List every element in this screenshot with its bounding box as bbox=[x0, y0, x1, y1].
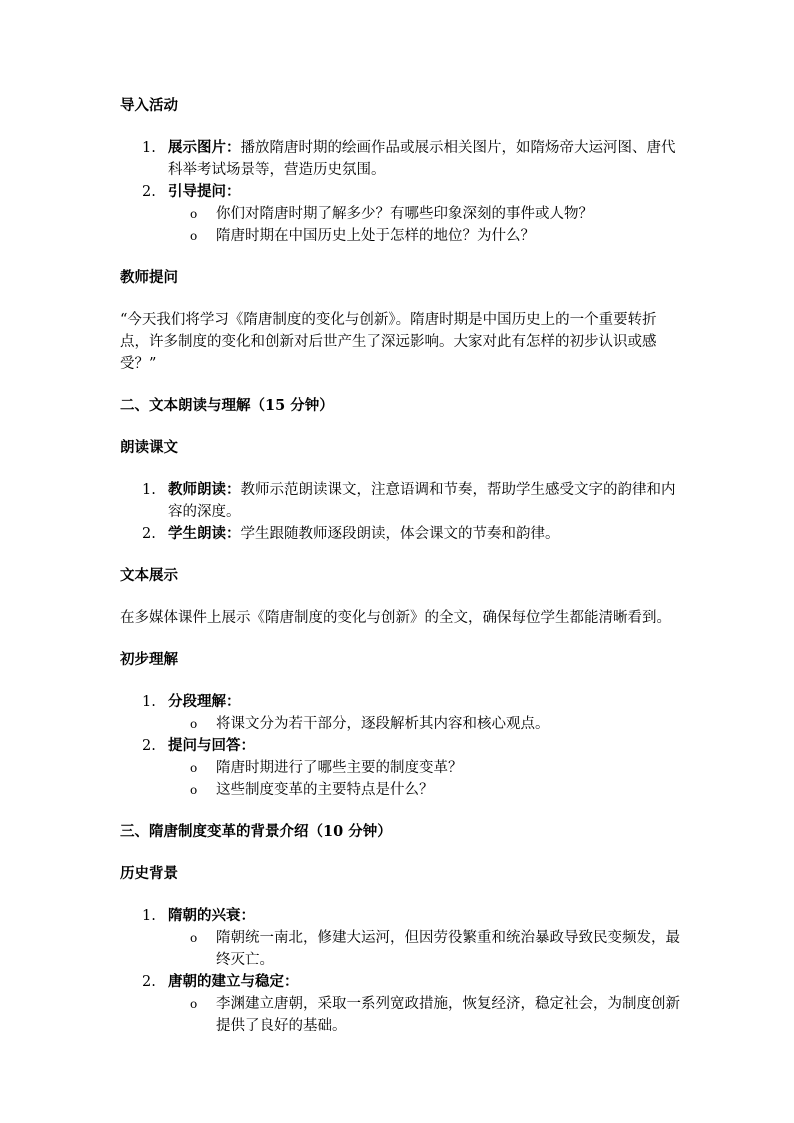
sub-list-item-text: 隋唐时期在中国历史上处于怎样的地位？为什么？ bbox=[216, 228, 535, 244]
list-item-label: 展示图片 bbox=[168, 139, 226, 156]
list-item-label: 引导提问 bbox=[168, 183, 226, 200]
list-item bbox=[120, 691, 680, 735]
list-item bbox=[120, 523, 680, 545]
sub-list-item bbox=[168, 993, 680, 1037]
sub-list-item bbox=[168, 713, 680, 735]
sub-list bbox=[168, 927, 680, 971]
list-item-text: 教师示范朗读课文，注意语调和节奏，帮助学生感受文字的韵律和内容的深度。 bbox=[168, 482, 676, 520]
list-item-separator: ： bbox=[240, 737, 255, 754]
sub-list-item-text: 隋朝统一南北，修建大运河，但因劳役繁重和统治暴政导致民变频发，最终灭亡。 bbox=[216, 930, 680, 968]
list-item bbox=[120, 181, 680, 247]
list-history bbox=[120, 905, 680, 1037]
list-item-number: 2. bbox=[142, 184, 156, 200]
sub-list-item-text: 李渊建立唐朝，采取一系列宽政措施，恢复经济，稳定社会，为制度创新提供了良好的基础。 bbox=[216, 996, 680, 1034]
list-understanding bbox=[120, 691, 680, 801]
heading-history: 历史背景 bbox=[120, 865, 178, 882]
sub-list-item bbox=[168, 927, 680, 971]
list-item-separator: ： bbox=[226, 183, 241, 200]
circle-bullet-icon: o bbox=[190, 931, 198, 945]
heading-section-3: 三、隋唐制度变革的背景介绍（10 分钟） bbox=[120, 823, 392, 840]
list-item-separator: ： bbox=[226, 481, 241, 498]
list-item-label: 教师朗读 bbox=[168, 481, 226, 498]
list-item-number: 1. bbox=[142, 908, 156, 924]
sub-list-item-text: 将课文分为若干部分，逐段解析其内容和核心观点。 bbox=[216, 716, 550, 732]
sub-list bbox=[168, 757, 680, 801]
list-item-number: 2. bbox=[142, 526, 156, 542]
circle-bullet-icon: o bbox=[190, 997, 198, 1011]
heading-section-2: 二、文本朗读与理解（15 分钟） bbox=[120, 397, 334, 414]
list-item-separator: ： bbox=[226, 139, 241, 156]
list-item-number: 1. bbox=[142, 482, 156, 498]
circle-bullet-icon: o bbox=[190, 761, 198, 775]
heading-text-display: 文本展示 bbox=[120, 567, 178, 584]
list-item bbox=[120, 905, 680, 971]
list-item-separator: ： bbox=[240, 907, 255, 924]
list-item-separator: ： bbox=[226, 525, 241, 542]
sub-list-item-text: 你们对隋唐时期了解多少？有哪些印象深刻的事件或人物？ bbox=[216, 206, 593, 222]
circle-bullet-icon: o bbox=[190, 207, 198, 221]
list-item-separator: ： bbox=[284, 973, 299, 990]
sub-list-item bbox=[168, 225, 680, 247]
list-item-separator: ： bbox=[226, 693, 241, 710]
circle-bullet-icon: o bbox=[190, 229, 198, 243]
heading-understanding: 初步理解 bbox=[120, 651, 178, 668]
sub-list bbox=[168, 203, 680, 247]
list-item-label: 学生朗读 bbox=[168, 525, 226, 542]
list-item bbox=[120, 137, 680, 181]
circle-bullet-icon: o bbox=[190, 783, 198, 797]
sub-list-item-text: 隋唐时期进行了哪些主要的制度变革？ bbox=[216, 760, 463, 776]
sub-list-item bbox=[168, 203, 680, 225]
heading-reading: 朗读课文 bbox=[120, 439, 178, 456]
list-item-number: 1. bbox=[142, 694, 156, 710]
list-item-number: 1. bbox=[142, 140, 156, 156]
sub-list-item-text: 这些制度变革的主要特点是什么？ bbox=[216, 782, 434, 798]
list-item-text: 学生跟随教师逐段朗读，体会课文的节奏和韵律。 bbox=[240, 526, 560, 542]
paragraph-teacher-question: “今天我们将学习《隋唐制度的变化与创新》。隋唐时期是中国历史上的一个重要转折点，许多制度的变化和创新对后世产生了深远影响。大家对此有怎样的初步认识或感受？” bbox=[120, 312, 657, 372]
list-item-label: 分段理解 bbox=[168, 693, 226, 710]
list-item-text: 播放隋唐时期的绘画作品或展示相关图片，如隋炀帝大运河图、唐代科举考试场景等，营造历史氛围。 bbox=[168, 140, 676, 178]
list-intro bbox=[120, 137, 680, 247]
list-item bbox=[120, 735, 680, 801]
circle-bullet-icon: o bbox=[190, 717, 198, 731]
list-item-label: 提问与回答 bbox=[168, 737, 241, 754]
heading-intro-activity: 导入活动 bbox=[120, 97, 178, 114]
document-content bbox=[120, 95, 680, 1037]
sub-list-item bbox=[168, 757, 680, 779]
list-item-number: 2. bbox=[142, 974, 156, 990]
list-reading bbox=[120, 479, 680, 545]
sub-list bbox=[168, 713, 680, 735]
sub-list bbox=[168, 993, 680, 1037]
list-item-number: 2. bbox=[142, 738, 156, 754]
list-item bbox=[120, 479, 680, 523]
list-item bbox=[120, 971, 680, 1037]
paragraph-text-display: 在多媒体课件上展示《隋唐制度的变化与创新》的全文，确保每位学生都能清晰看到。 bbox=[120, 610, 671, 626]
heading-teacher-question: 教师提问 bbox=[120, 269, 178, 286]
list-item-label: 隋朝的兴衰 bbox=[168, 907, 241, 924]
list-item-label: 唐朝的建立与稳定 bbox=[168, 973, 284, 990]
sub-list-item bbox=[168, 779, 680, 801]
